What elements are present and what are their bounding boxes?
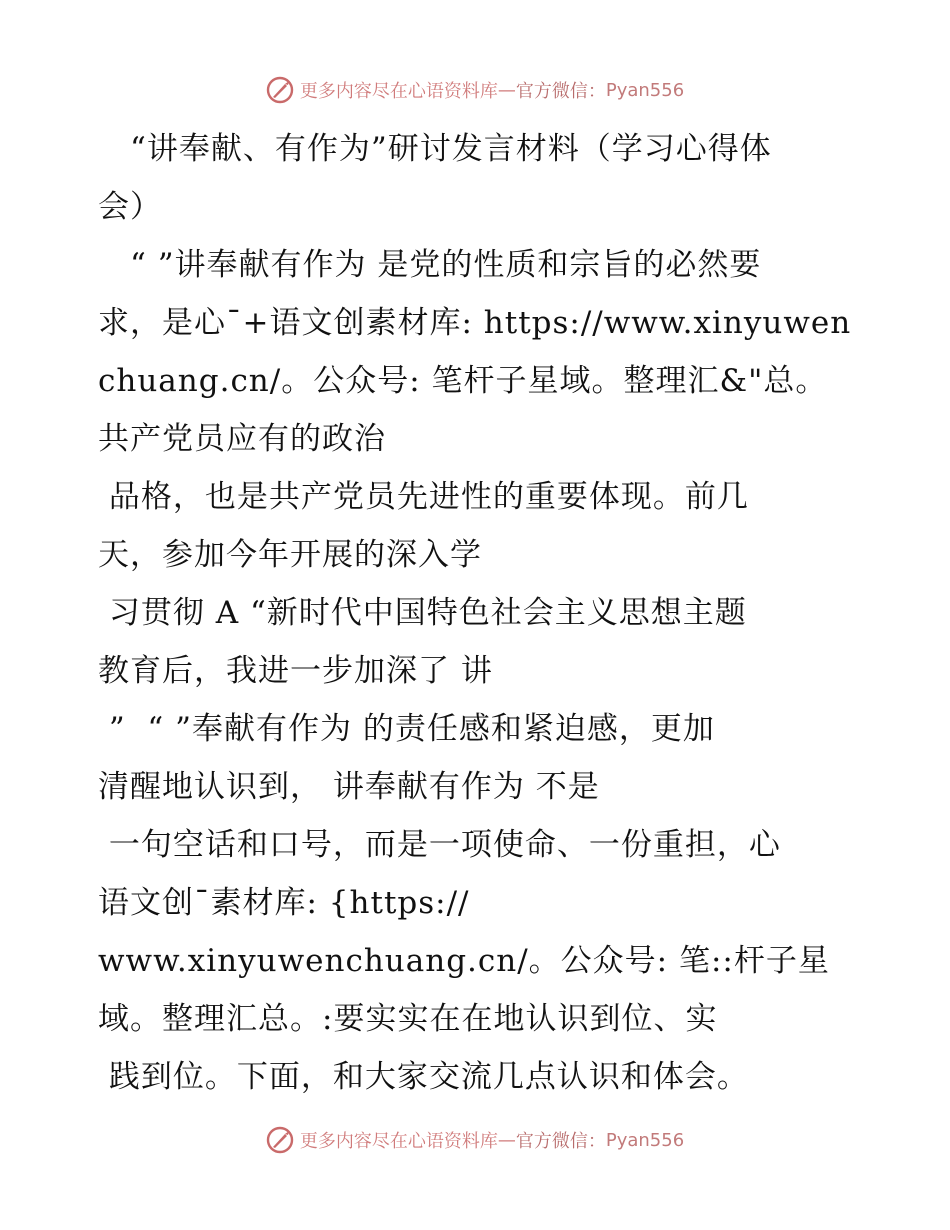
banner-wechat-id: Pyan556	[605, 79, 685, 101]
body-line: www.xinyuwenchuang.cn/。公众号: 笔::杆子星	[98, 943, 830, 979]
body-line: 求，是心¯+语文创素材库: https://www.xinyuwen	[98, 305, 852, 341]
body-line: 清醒地认识到， 讲奉献有作为 不是	[98, 769, 600, 805]
banner-dash: —	[497, 1129, 516, 1151]
body-line: “讲奉献、有作为”研讨发言材料（学习心得体	[98, 131, 772, 167]
banner-wechat-id: Pyan556	[605, 1129, 685, 1151]
body-line: chuang.cn/。公众号: 笔杆子星域。整理汇&"总。	[98, 363, 828, 399]
quill-logo-icon	[266, 76, 294, 104]
body-line: 域。整理汇总。:要实实在在地认识到位、实	[98, 1001, 718, 1037]
body-line: 践到位。下面，和大家交流几点认识和体会。	[98, 1059, 749, 1095]
body-line: ” “ ”奉献有作为 的责任感和紧迫感，更加	[98, 711, 715, 747]
banner-dash: —	[497, 79, 516, 101]
body-line: 语文创¯素材库: {https://	[98, 885, 470, 921]
body-line: “ ”讲奉献有作为 是党的性质和宗旨的必然要	[98, 247, 762, 283]
body-line: 习贯彻 A “新时代中国特色社会主义思想主题	[98, 595, 747, 631]
document-body	[98, 120, 858, 1106]
quill-logo-icon	[266, 1126, 294, 1154]
banner-wechat-label: 官方微信：	[515, 81, 606, 102]
banner-text: 更多内容尽在心语资料库	[299, 1131, 498, 1152]
body-line: 品格，也是共产党员先进性的重要体现。前几	[98, 479, 749, 515]
banner-text: 更多内容尽在心语资料库	[299, 81, 498, 102]
body-line: 共产党员应有的政治	[98, 421, 386, 457]
body-line: 天，参加今年开展的深入学	[98, 537, 482, 573]
header-watermark-banner	[0, 70, 950, 110]
body-line: 会）	[98, 189, 162, 225]
banner-wechat-label: 官方微信：	[515, 1131, 606, 1152]
body-line: 一句空话和口号，而是一项使命、一份重担，心	[98, 827, 781, 863]
body-line: 教育后，我进一步加深了 讲	[98, 653, 493, 689]
footer-watermark-banner	[0, 1120, 950, 1160]
